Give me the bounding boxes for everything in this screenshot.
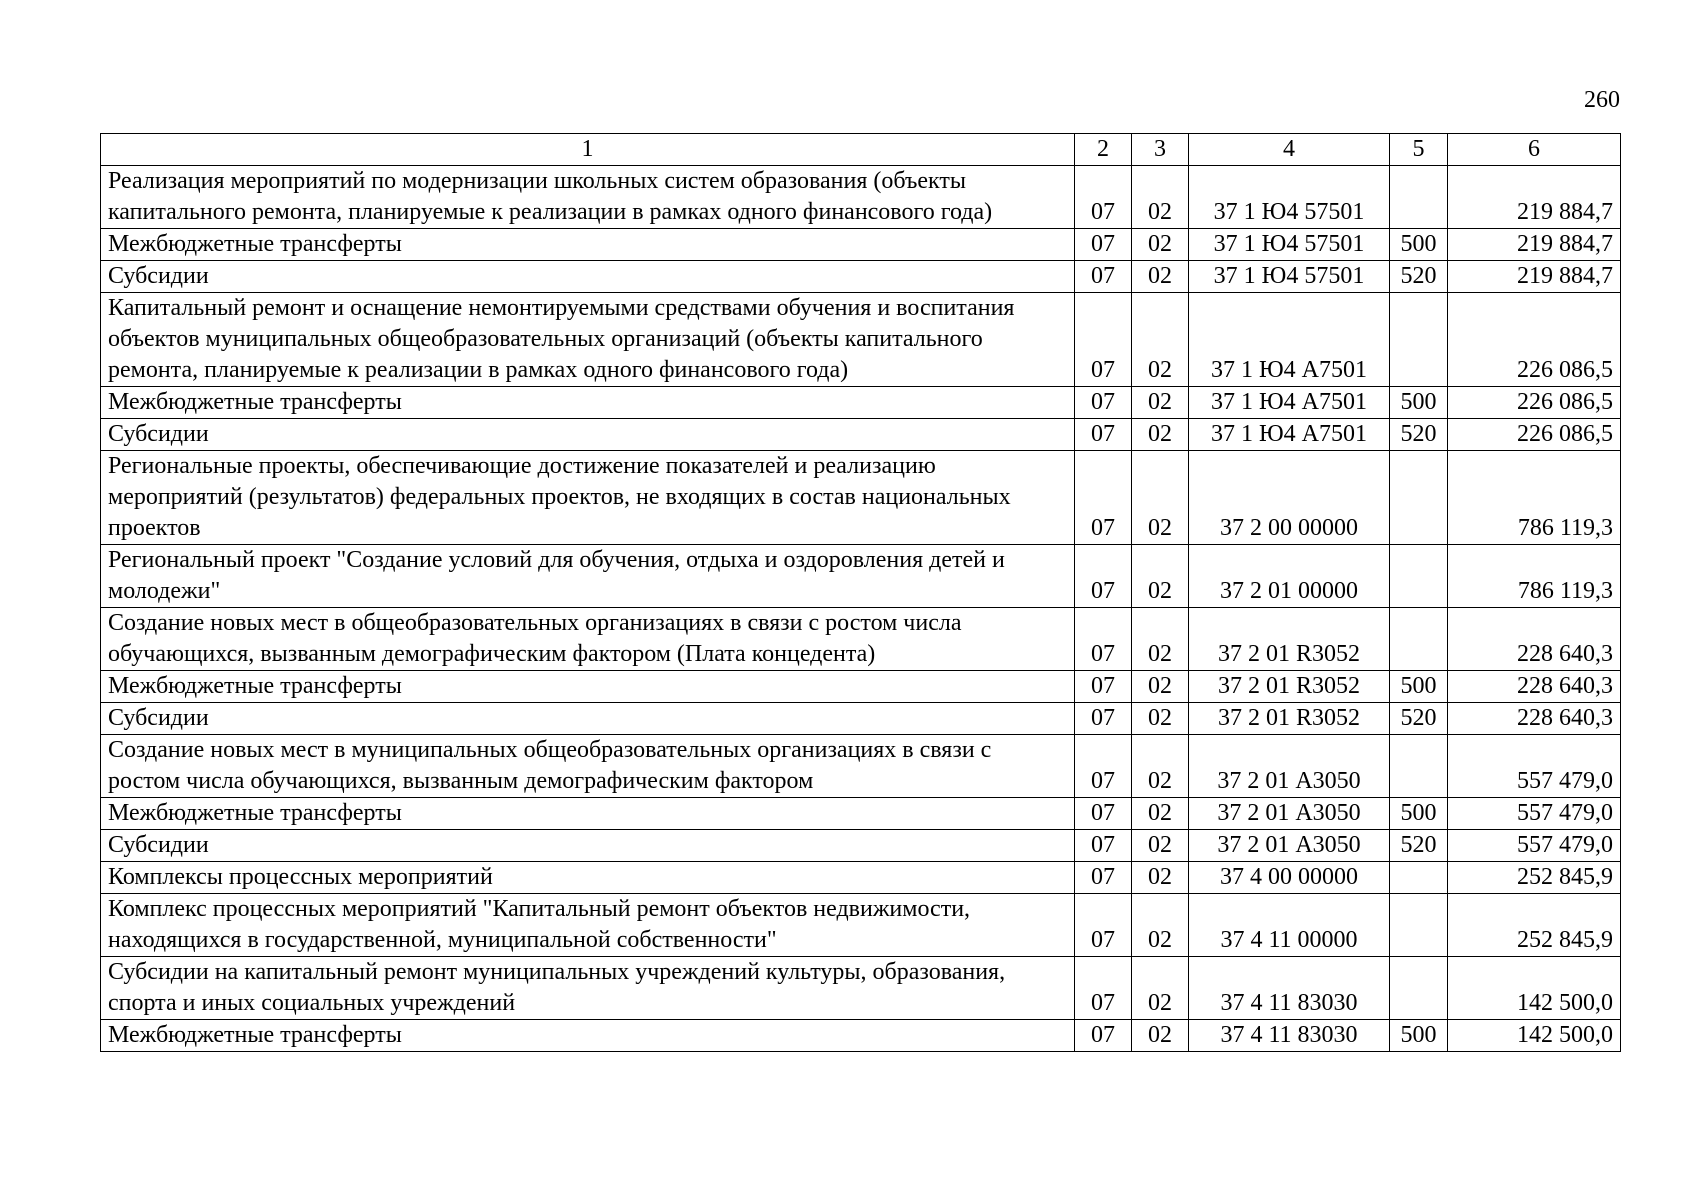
target-article-code: 37 1 Ю4 57501 (1189, 229, 1390, 261)
target-article-code: 37 4 11 83030 (1189, 957, 1390, 1020)
subsection-code: 02 (1132, 1020, 1189, 1052)
section-code: 07 (1075, 894, 1132, 957)
table-row (101, 608, 1621, 671)
section-code: 07 (1075, 830, 1132, 862)
target-article-code: 37 2 01 А3050 (1189, 830, 1390, 862)
table-row (101, 166, 1621, 229)
item-name: Создание новых мест в общеобразовательных организациях в связи с ростом числа обучающихся, вызванным демографическим фактором (Плата концедента) (101, 608, 1075, 671)
target-article-code: 37 2 00 00000 (1189, 451, 1390, 545)
target-article-code: 37 4 00 00000 (1189, 862, 1390, 894)
expense-type-code: 500 (1390, 1020, 1448, 1052)
item-name: Капитальный ремонт и оснащение немонтируемыми средствами обучения и воспитания объектов муниципальных общеобразовательных организаций (объекты капитального ремонта, планируемые к реализации в рамках одного финансового года) (101, 293, 1075, 387)
header-col-3: 3 (1132, 134, 1189, 166)
section-code: 07 (1075, 229, 1132, 261)
section-code: 07 (1075, 387, 1132, 419)
subsection-code: 02 (1132, 957, 1189, 1020)
item-name: Межбюджетные трансферты (101, 1020, 1075, 1052)
section-code: 07 (1075, 735, 1132, 798)
section-code: 07 (1075, 957, 1132, 1020)
table-row (101, 703, 1621, 735)
table-row (101, 387, 1621, 419)
table-body (101, 166, 1621, 1052)
item-name: Субсидии (101, 261, 1075, 293)
item-name: Субсидии (101, 703, 1075, 735)
target-article-code: 37 2 01 00000 (1189, 545, 1390, 608)
table-row (101, 545, 1621, 608)
expense-type-code (1390, 735, 1448, 798)
target-article-code: 37 2 01 А3050 (1189, 798, 1390, 830)
table-row (101, 293, 1621, 387)
expense-type-code (1390, 957, 1448, 1020)
item-name: Региональные проекты, обеспечивающие достижение показателей и реализацию мероприятий (результатов) федеральных проектов, не входящих в состав национальных проектов (101, 451, 1075, 545)
expense-type-code (1390, 545, 1448, 608)
subsection-code: 02 (1132, 894, 1189, 957)
section-code: 07 (1075, 671, 1132, 703)
header-col-1: 1 (101, 134, 1075, 166)
subsection-code: 02 (1132, 261, 1189, 293)
amount: 226 086,5 (1448, 419, 1621, 451)
table-row (101, 830, 1621, 862)
target-article-code: 37 2 01 R3052 (1189, 671, 1390, 703)
item-name: Комплекс процессных мероприятий "Капитальный ремонт объектов недвижимости, находящихся в государственной, муниципальной собственности" (101, 894, 1075, 957)
table-header-row (101, 134, 1621, 166)
expense-type-code: 500 (1390, 798, 1448, 830)
table-row (101, 1020, 1621, 1052)
section-code: 07 (1075, 798, 1132, 830)
subsection-code: 02 (1132, 229, 1189, 261)
amount: 219 884,7 (1448, 261, 1621, 293)
item-name: Межбюджетные трансферты (101, 387, 1075, 419)
subsection-code: 02 (1132, 608, 1189, 671)
table-row (101, 798, 1621, 830)
section-code: 07 (1075, 419, 1132, 451)
section-code: 07 (1075, 608, 1132, 671)
subsection-code: 02 (1132, 293, 1189, 387)
amount: 228 640,3 (1448, 671, 1621, 703)
table-row (101, 957, 1621, 1020)
section-code: 07 (1075, 703, 1132, 735)
budget-table (100, 133, 1621, 1052)
section-code: 07 (1075, 451, 1132, 545)
target-article-code: 37 1 Ю4 А7501 (1189, 419, 1390, 451)
target-article-code: 37 2 01 R3052 (1189, 703, 1390, 735)
subsection-code: 02 (1132, 830, 1189, 862)
amount: 142 500,0 (1448, 1020, 1621, 1052)
item-name: Региональный проект "Создание условий для обучения, отдыха и оздоровления детей и молодежи" (101, 545, 1075, 608)
subsection-code: 02 (1132, 798, 1189, 830)
item-name: Комплексы процессных мероприятий (101, 862, 1075, 894)
item-name: Межбюджетные трансферты (101, 671, 1075, 703)
table-row (101, 419, 1621, 451)
amount: 557 479,0 (1448, 798, 1621, 830)
subsection-code: 02 (1132, 451, 1189, 545)
expense-type-code: 520 (1390, 703, 1448, 735)
target-article-code: 37 4 11 83030 (1189, 1020, 1390, 1052)
amount: 557 479,0 (1448, 830, 1621, 862)
amount: 219 884,7 (1448, 166, 1621, 229)
amount: 252 845,9 (1448, 894, 1621, 957)
subsection-code: 02 (1132, 387, 1189, 419)
subsection-code: 02 (1132, 862, 1189, 894)
expense-type-code: 500 (1390, 671, 1448, 703)
amount: 252 845,9 (1448, 862, 1621, 894)
amount: 786 119,3 (1448, 451, 1621, 545)
item-name: Субсидии (101, 419, 1075, 451)
header-col-5: 5 (1390, 134, 1448, 166)
section-code: 07 (1075, 261, 1132, 293)
expense-type-code (1390, 293, 1448, 387)
amount: 142 500,0 (1448, 957, 1621, 1020)
expense-type-code: 520 (1390, 261, 1448, 293)
amount: 226 086,5 (1448, 387, 1621, 419)
table-row (101, 862, 1621, 894)
target-article-code: 37 1 Ю4 А7501 (1189, 293, 1390, 387)
subsection-code: 02 (1132, 671, 1189, 703)
subsection-code: 02 (1132, 545, 1189, 608)
header-col-6: 6 (1448, 134, 1621, 166)
subsection-code: 02 (1132, 419, 1189, 451)
item-name: Субсидии (101, 830, 1075, 862)
page-number: 260 (1584, 87, 1620, 113)
section-code: 07 (1075, 545, 1132, 608)
target-article-code: 37 1 Ю4 57501 (1189, 261, 1390, 293)
item-name: Реализация мероприятий по модернизации школьных систем образования (объекты капитального ремонта, планируемые к реализации в рамках одного финансового года) (101, 166, 1075, 229)
expense-type-code (1390, 894, 1448, 957)
item-name: Межбюджетные трансферты (101, 798, 1075, 830)
table-row (101, 735, 1621, 798)
header-col-4: 4 (1189, 134, 1390, 166)
section-code: 07 (1075, 293, 1132, 387)
amount: 228 640,3 (1448, 703, 1621, 735)
amount: 226 086,5 (1448, 293, 1621, 387)
subsection-code: 02 (1132, 703, 1189, 735)
subsection-code: 02 (1132, 735, 1189, 798)
item-name: Создание новых мест в муниципальных общеобразовательных организациях в связи с ростом числа обучающихся, вызванным демографическим фактором (101, 735, 1075, 798)
table-row (101, 229, 1621, 261)
amount: 228 640,3 (1448, 608, 1621, 671)
section-code: 07 (1075, 862, 1132, 894)
expense-type-code (1390, 862, 1448, 894)
expense-type-code: 500 (1390, 229, 1448, 261)
section-code: 07 (1075, 1020, 1132, 1052)
header-col-2: 2 (1075, 134, 1132, 166)
amount: 786 119,3 (1448, 545, 1621, 608)
target-article-code: 37 2 01 R3052 (1189, 608, 1390, 671)
table-row (101, 894, 1621, 957)
expense-type-code (1390, 166, 1448, 229)
item-name: Межбюджетные трансферты (101, 229, 1075, 261)
item-name: Субсидии на капитальный ремонт муниципальных учреждений культуры, образования, спорта и иных социальных учреждений (101, 957, 1075, 1020)
expense-type-code (1390, 608, 1448, 671)
table-row (101, 671, 1621, 703)
expense-type-code: 500 (1390, 387, 1448, 419)
target-article-code: 37 1 Ю4 57501 (1189, 166, 1390, 229)
target-article-code: 37 2 01 А3050 (1189, 735, 1390, 798)
subsection-code: 02 (1132, 166, 1189, 229)
target-article-code: 37 4 11 00000 (1189, 894, 1390, 957)
table-row (101, 451, 1621, 545)
amount: 557 479,0 (1448, 735, 1621, 798)
section-code: 07 (1075, 166, 1132, 229)
expense-type-code (1390, 451, 1448, 545)
expense-type-code: 520 (1390, 830, 1448, 862)
table-row (101, 261, 1621, 293)
amount: 219 884,7 (1448, 229, 1621, 261)
target-article-code: 37 1 Ю4 А7501 (1189, 387, 1390, 419)
expense-type-code: 520 (1390, 419, 1448, 451)
